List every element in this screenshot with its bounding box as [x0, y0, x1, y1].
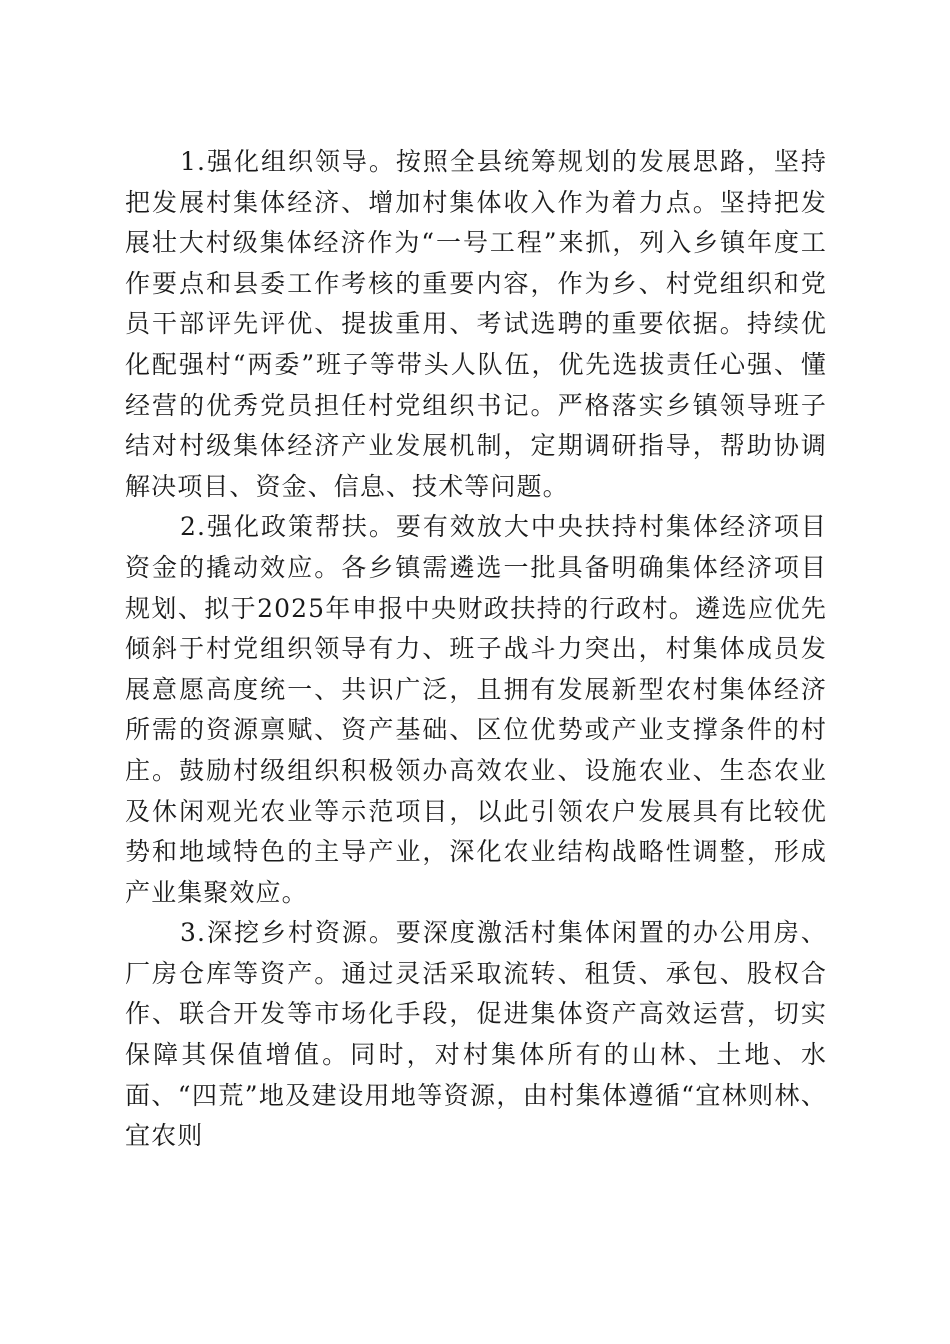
document-body	[125, 142, 827, 1157]
paragraph-organization-leadership: 1.强化组织领导。按照全县统筹规划的发展思路，坚持把发展村集体经济、增加村集体收入作为着力点。坚持把发展壮大村级集体经济作为“一号工程”来抓，列入乡镇年度工作要点和县委工作考核的重要内容，作为乡、村党组织和党员干部评先评优、提拔重用、考试选聘的重要依据。持续优化配强村“两委”班子等带头人队伍，优先选拔责任心强、懂经营的优秀党员担任村党组织书记。严格落实乡镇领导班子结对村级集体经济产业发展机制，定期调研指导，帮助协调解决项目、资金、信息、技术等问题。	[125, 147, 827, 501]
paragraph-rural-resources: 3.深挖乡村资源。要深度激活村集体闲置的办公用房、厂房仓库等资产。通过灵活采取流转、租赁、承包、股权合作、联合开发等市场化手段，促进集体资产高效运营，切实保障其保值增值。同时，对村集体所有的山林、土地、水面、“四荒”地及建设用地等资源，由村集体遵循“宜林则林、宜农则	[125, 918, 827, 1151]
paragraph-policy-support: 2.强化政策帮扶。要有效放大中央扶持村集体经济项目资金的撬动效应。各乡镇需遴选一批具备明确集体经济项目规划、拟于2025年申报中央财政扶持的行政村。遴选应优先倾斜于村党组织领导有力、班子战斗力突出，村集体成员发展意愿高度统一、共识广泛，且拥有发展新型农村集体经济所需的资源禀赋、资产基础、区位优势或产业支撑条件的村庄。鼓励村级组织积极领办高效农业、设施农业、生态农业及休闲观光农业等示范项目，以此引领农户发展具有比较优势和地域特色的主导产业，深化农业结构战略性调整，形成产业集聚效应。	[125, 512, 827, 907]
